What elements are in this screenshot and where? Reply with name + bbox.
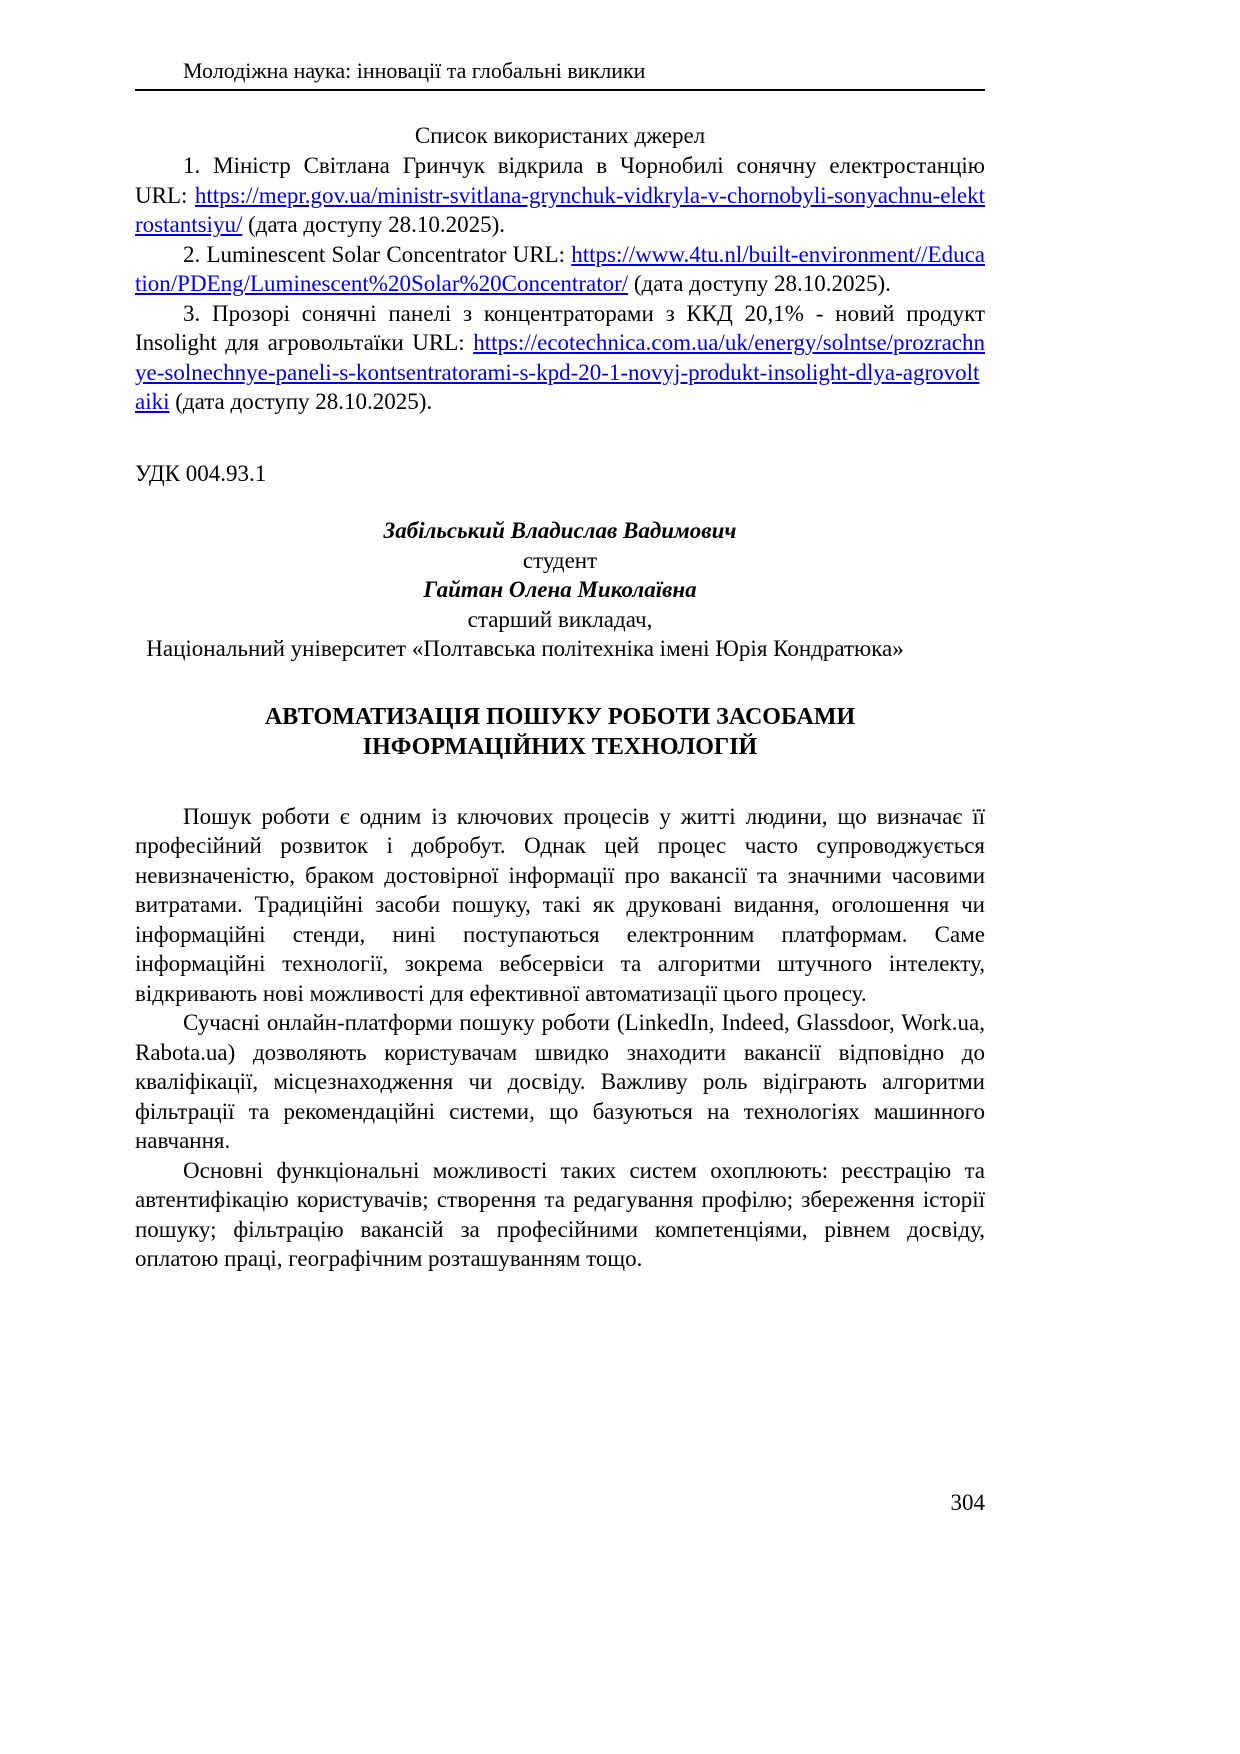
body-paragraph: Основні функціональні можливості таких систем охоплюють: реєстрацію та автентифікацію користувачів; створення та редагування профілю; збереження історії пошуку; фільтрацію вакансій за професійними компетенціями, рівнем досвіду, оплатою праці, географічним розташуванням тощо. bbox=[135, 1157, 985, 1271]
author-role: старший викладач, bbox=[467, 606, 653, 632]
reference-item bbox=[135, 151, 985, 240]
body-paragraph: Сучасні онлайн-платформи пошуку роботи (LinkedIn, Indeed, Glassdoor, Work.ua, Rabota.ua) дозволяють користувачам швидко знаходити вакансії відповідно до кваліфікації, місцезнаходження чи досвіду. Важливу роль відіграють алгоритми фільтрації та рекомендаційні системи, що базуються на технологіях машинного навчання. bbox=[135, 1010, 985, 1153]
page-content bbox=[135, 121, 985, 1274]
reference-text-pre: 2. Luminescent Solar Concentrator URL: bbox=[183, 241, 572, 267]
page-number: 304 bbox=[950, 1490, 985, 1515]
running-head-title: Молодіжна наука: інновації та глобальні виклики bbox=[183, 58, 646, 83]
page-header bbox=[135, 58, 985, 91]
reference-text-post: (дата доступу 28.10.2025). bbox=[628, 271, 891, 296]
reference-item bbox=[135, 299, 985, 417]
body-paragraph: Пошук роботи є одним із ключових процесів у житті людини, що визначає її професійний розвиток і добробут. Однак цей процес часто супроводжується невизначеністю, браком достовірної інформації про вакансії та значними часовими витратами. Традиційні засоби пошуку, такі як друковані видання, оголошення чи інформаційні стенди, нині поступаються електронним платформам. Саме інформаційні технології, зокрема вебсервіси та алгоритми штучного інтелекту, відкривають нові можливості для ефективної автоматизації цього процесу. bbox=[135, 803, 985, 1006]
reference-text-post: (дата доступу 28.10.2025). bbox=[242, 212, 506, 237]
reference-text-post: (дата доступу 28.10.2025). bbox=[169, 389, 433, 414]
affiliation: Національний університет «Полтавська політехніка імені Юрія Кондратюка» bbox=[146, 636, 904, 661]
reference-link[interactable]: https://www.4tu.nl/built-environment//Education/PDEng/Luminescent%20Solar%20Concentrator/ bbox=[135, 241, 985, 296]
author-name: Гайтан Олена Миколаївна bbox=[423, 577, 697, 602]
authors-block bbox=[135, 516, 985, 664]
reference-link[interactable]: https://ecotechnica.com.ua/uk/energy/solntse/prozrachnye-solnechnye-paneli-s-kontsentratorami-s-kpd-20-1-novyj-produkt-insolight-dlya-agrovoltaiki bbox=[135, 330, 985, 414]
references-heading: Список використаних джерел bbox=[414, 123, 706, 148]
udc-code: УДК 004.93.1 bbox=[135, 460, 267, 486]
article-title: АВТОМАТИЗАЦІЯ ПОШУКУ РОБОТИ ЗАСОБАМИ ІНФОРМАЦІЙНИХ ТЕХНОЛОГІЙ bbox=[264, 703, 856, 760]
header-rule bbox=[135, 89, 985, 91]
reference-link[interactable]: https://mepr.gov.ua/ministr-svitlana-grynchuk-vidkryla-v-chornobyli-sonyachnu-elektrostantsiyu/ bbox=[135, 182, 985, 237]
author-name: Забільський Владислав Вадимович bbox=[383, 518, 737, 543]
author-role: студент bbox=[522, 547, 598, 573]
reference-text-pre: 3. Прозорі сонячні панелі з концентраторами з ККД 20,1% - новий продукт Insolight для агровольтаїки URL: bbox=[135, 300, 985, 355]
reference-text-pre: 1. Міністр Світлана Гринчук відкрила в Чорнобилі сонячну електростанцію URL: bbox=[135, 153, 985, 208]
reference-item bbox=[135, 240, 985, 299]
